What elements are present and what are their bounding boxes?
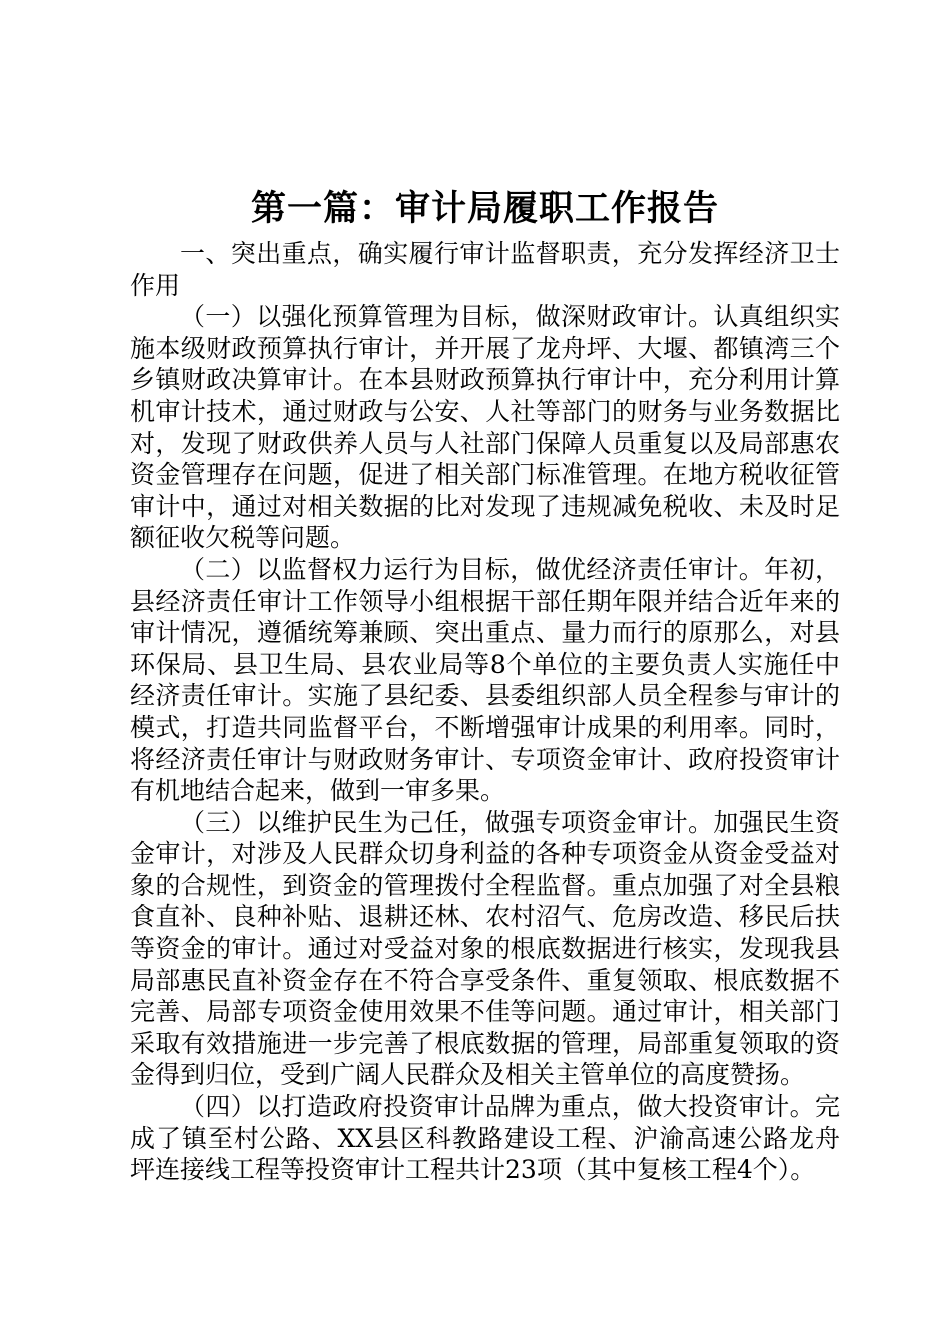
paragraph-investment-audit: （四）以打造政府投资审计品牌为重点，做大投资审计。完成了镇至村公路、XX县区科教路建设工程、沪渝高速公路龙舟坪连接线工程等投资审计工程共计23项（其中复核工程4个）。	[130, 1092, 840, 1185]
paragraph-economic-responsibility-audit: （二）以监督权力运行为目标，做优经济责任审计。年初，县经济责任审计工作领导小组根据干部任期年限并结合近年来的审计情况，遵循统筹兼顾、突出重点、量力而行的原那么，对县环保局、县卫生局、县农业局等8个单位的主要负责人实施任中经济责任审计。实施了县纪委、县委组织部人员全程参与审计的模式，打造共同监督平台，不断增强审计成果的利用率。同时，将经济责任审计与财政财务审计、专项资金审计、政府投资审计有机地结合起来，做到一审多果。	[130, 554, 840, 806]
paragraph-heading-1: 一、突出重点，确实履行审计监督职责，充分发挥经济卫士作用	[130, 239, 840, 300]
paragraph-special-funds-audit: （三）以维护民生为己任，做强专项资金审计。加强民生资金审计，对涉及人民群众切身利益的各种专项资金从资金受益对象的合规性，到资金的管理拨付全程监督。重点加强了对全县粮食直补、良种补贴、退耕还林、农村沼气、危房改造、移民后扶等资金的审计。通过对受益对象的根底数据进行核实，发现我县局部惠民直补资金存在不符合享受条件、重复领取、根底数据不完善、局部专项资金使用效果不佳等问题。通过审计，相关部门采取有效措施进一步完善了根底数据的管理，局部重复领取的资金得到归位，受到广阔人民群众及相关主管单位的高度赞扬。	[130, 807, 840, 1090]
document-title: 第一篇：审计局履职工作报告	[250, 189, 719, 229]
document-page	[130, 186, 840, 1186]
paragraph-fiscal-audit: （一）以强化预算管理为目标，做深财政审计。认真组织实施本级财政预算执行审计，并开展了龙舟坪、大堰、都镇湾三个乡镇财政决算审计。在本县财政预算执行审计中，充分利用计算机审计技术，通过财政与公安、人社等部门的财务与业务数据比对，发现了财政供养人员与人社部门保障人员重复以及局部惠农资金管理存在问题，促进了相关部门标准管理。在地方税收征管审计中，通过对相关数据的比对发现了违规减免税收、未及时足额征收欠税等问题。	[130, 302, 840, 553]
